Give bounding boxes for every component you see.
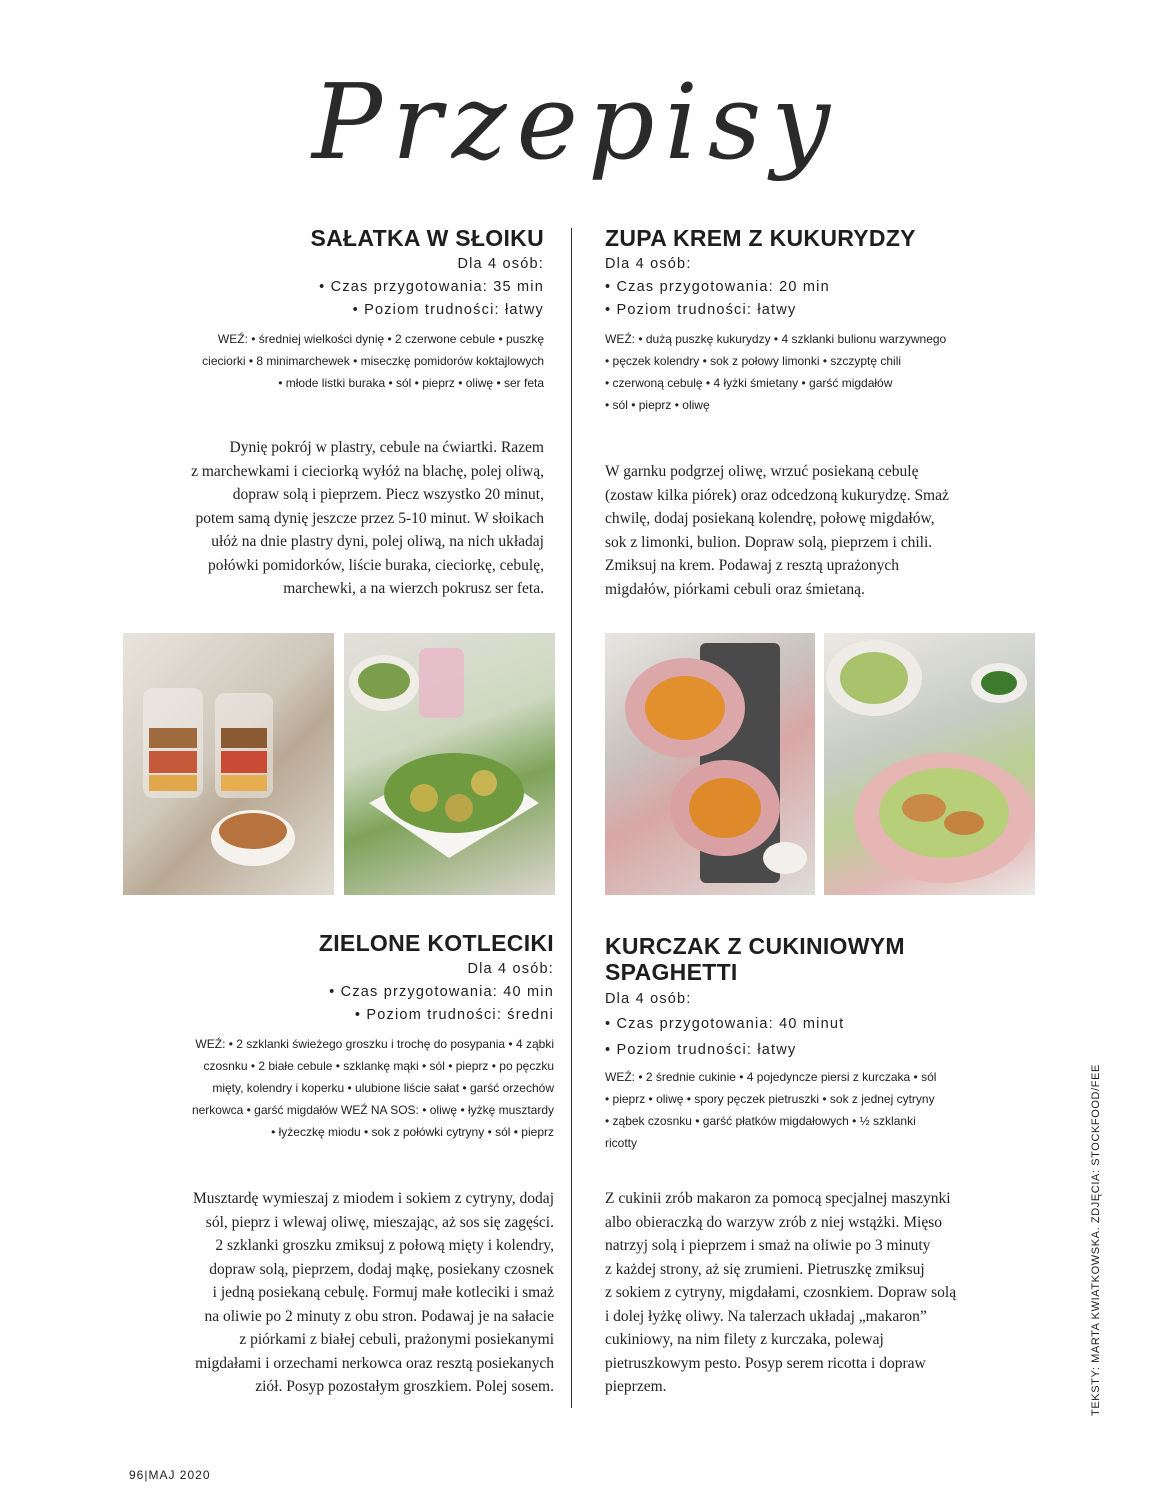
ingredients-line: • czerwoną cebulę • 4 łyżki śmietany • garść migdałów — [605, 376, 893, 390]
green-patties-illustration — [344, 633, 555, 895]
text-line: Musztardę wymieszaj z miodem i sokiem z cytryny, dodaj — [193, 1190, 554, 1207]
recipe-kurczak — [605, 933, 925, 985]
text-line: natrzyj solą i pieprzem i smaż na oliwie po 3 minuty — [605, 1237, 931, 1254]
recipe-servings: Dla 4 osób: — [605, 256, 692, 272]
photo-chicken-zucchini — [824, 633, 1035, 895]
photo-corn-soup — [605, 633, 815, 895]
recipe-difficulty: • Poziom trudności: łatwy — [605, 1042, 797, 1058]
salad-jars-illustration — [123, 633, 334, 895]
text-line: dopraw solą, pieprzem, dodaj mąkę, posiekany czosnek — [209, 1260, 554, 1278]
text-line: dopraw solą i pieprzem. Piecz wszystko 20 minut, — [232, 486, 544, 503]
text-line: na oliwie po 2 minuty z obu stron. Podawaj je na sałacie — [204, 1307, 554, 1325]
ingredients-line: czosnku • 2 białe cebule • szklankę mąki • sól • pieprz • po pęczku — [203, 1059, 554, 1073]
credit-text: TEKSTY: MARTA KWIATKOWSKA. ZDJĘCIA: STOCKFOOD/FEE — [1090, 1064, 1102, 1416]
page-title: Przepisy — [312, 61, 840, 183]
recipe-time: • Czas przygotowania: 20 min — [605, 279, 830, 295]
column-divider — [571, 228, 572, 1408]
text-line: ziół. Posyp pozostałym groszkiem. Polej sosem. — [255, 1378, 554, 1395]
ingredients-line: ricotty — [605, 1136, 638, 1150]
text-line: albo obieraczką do warzyw zrób z niej wstążki. Mięso — [605, 1213, 942, 1231]
text-line: z każdej strony, aż się zrumieni. Pietruszkę zmiksuj — [605, 1260, 925, 1278]
ingredients-line: • pieprz • oliwę • spory pęczek pietruszki • sok z jednej cytryny — [605, 1092, 935, 1106]
recipe-time: • Czas przygotowania: 40 minut — [605, 1016, 845, 1032]
text-line: sok z limonki, bulion. Dopraw solą, pieprzem i chili. — [605, 533, 933, 551]
text-line: pietruszkowym pesto. Posyp serem ricotta i dopraw — [605, 1354, 926, 1372]
text-line: i jedną posiekaną cebulę. Formuj małe kotleciki i smaż — [212, 1284, 554, 1301]
recipe-difficulty: • Poziom trudności: średni — [354, 1007, 554, 1023]
text-line: połówki pomidorków, liście buraka, cieciorkę, cebulę, — [207, 556, 544, 574]
text-line: migdałami i orzechami nerkowca oraz resztą posiekanych — [195, 1354, 554, 1372]
recipe-zupa — [605, 225, 1045, 416]
text-line: pieprzem. — [605, 1378, 667, 1395]
recipe-salatka — [120, 225, 544, 394]
ingredients-line: WEŹ: • średniej wielkości dynię • 2 czerwone cebule • puszkę — [217, 332, 544, 346]
ingredients-line: WEŹ: • 2 średnie cukinie • 4 pojedyncze piersi z kurczaka • sól — [605, 1070, 937, 1084]
recipe-instructions — [120, 1187, 554, 1399]
text-line: z marchewkami i cieciorką wyłóż na blachę, polej oliwą, — [191, 462, 544, 480]
ingredients-line: • pęczek kolendry • sok z połowy limonki • szczyptę chili — [605, 354, 902, 368]
recipe-ingredients — [605, 1066, 1045, 1154]
ingredients-line: • sól • pieprz • oliwę — [605, 398, 710, 412]
corn-soup-illustration — [605, 633, 815, 895]
photo-green-patties — [344, 633, 555, 895]
text-line: sól, pieprz i wlewaj oliwę, mieszając, aż sos się zagęści. — [205, 1213, 554, 1231]
recipe-title: SAŁATKA W SŁOIKU — [310, 225, 544, 251]
recipe-time: • Czas przygotowania: 35 min — [319, 279, 544, 295]
recipe-difficulty: • Poziom trudności: łatwy — [352, 302, 544, 318]
page-footer: 96|MAJ 2020 — [129, 1468, 211, 1482]
text-line: i dolej łyżkę oliwy. Na talerzach układaj „makaron” — [605, 1307, 927, 1325]
recipe-instructions — [120, 436, 544, 601]
ingredients-line: WEŹ: • dużą puszkę kukurydzy • 4 szklanki bulionu warzywnego — [605, 332, 947, 346]
ingredients-line: mięty, kolendry i koperku • ulubione liście sałat • garść orzechów — [212, 1081, 554, 1095]
recipe-difficulty: • Poziom trudności: łatwy — [605, 302, 797, 318]
recipe-kotleciki — [120, 930, 554, 1143]
recipe-title: ZIELONE KOTLECIKI — [318, 930, 554, 956]
recipe-title: KURCZAK Z CUKINIOWYM SPAGHETTI — [605, 933, 905, 985]
text-line: (zostaw kilka piórek) oraz odcedzoną kukurydzę. Smaż — [605, 486, 949, 504]
recipe-instructions — [605, 460, 1045, 601]
ingredients-line: nerkowca • garść migdałów WEŹ NA SOS: • oliwę • łyżkę musztardy — [191, 1103, 554, 1117]
recipe-servings: Dla 4 osób: — [467, 961, 554, 977]
text-line: migdałów, piórkami cebuli oraz śmietaną. — [605, 580, 865, 598]
ingredients-line: cieciorki • 8 minimarchewek • miseczkę pomidorów koktajlowych — [202, 354, 544, 368]
text-line: z sokiem z cytryny, migdałami, czosnkiem. Dopraw solą — [605, 1284, 957, 1301]
text-line: ułóż na dnie plastry dyni, polej oliwą, na nich układaj — [211, 533, 544, 550]
photo-credit — [1087, 1060, 1105, 1420]
text-line: potem samą dynię jeszcze przez 5-10 minut. W słoikach — [195, 509, 544, 527]
text-line: Zmiksuj na krem. Podawaj z resztą uprażonych — [605, 557, 899, 574]
text-line: Z cukinii zrób makaron za pomocą specjalnej maszynki — [605, 1190, 951, 1207]
text-line: cukiniowy, na nim filety z kurczaka, polewaj — [605, 1331, 884, 1348]
recipe-time: • Czas przygotowania: 40 min — [329, 984, 554, 1000]
text-line: chwilę, dodaj posiekaną kolendrę, połowę migdałów, — [605, 510, 935, 527]
photo-salad-jars — [123, 633, 334, 895]
ingredients-line: • łyżeczkę miodu • sok z połówki cytryny • sól • pieprz — [271, 1125, 554, 1139]
recipe-ingredients — [120, 328, 544, 394]
text-line: W garnku podgrzej oliwę, wrzuć posiekaną cebulę — [605, 463, 919, 480]
text-line: marchewki, a na wierzch pokrusz ser feta. — [283, 580, 544, 597]
ingredients-line: • młode listki buraka • sól • pieprz • oliwę • ser feta — [278, 376, 544, 390]
chicken-zucchini-illustration — [824, 633, 1035, 895]
recipe-kurczak-details — [605, 988, 1045, 1154]
ingredients-line: WEŹ: • 2 szklanki świeżego groszku i trochę do posypania • 4 ząbki — [195, 1037, 554, 1051]
recipe-servings: Dla 4 osób: — [605, 991, 692, 1007]
text-line: 2 szklanki groszku zmiksuj z połową mięty i kolendry, — [215, 1237, 554, 1254]
text-line: Dynię pokrój w plastry, cebule na ćwiartki. Razem — [229, 439, 544, 456]
text-line: z piórkami z białej cebuli, prażonymi posiekanymi — [239, 1331, 554, 1348]
recipe-ingredients — [120, 1033, 554, 1143]
recipe-servings: Dla 4 osób: — [457, 256, 544, 272]
recipe-instructions — [605, 1187, 1045, 1399]
ingredients-line: • ząbek czosnku • garść płatków migdałowych • ½ szklanki — [605, 1114, 916, 1128]
recipe-ingredients — [605, 328, 1045, 416]
recipe-title: ZUPA KREM Z KUKURYDZY — [605, 225, 916, 251]
